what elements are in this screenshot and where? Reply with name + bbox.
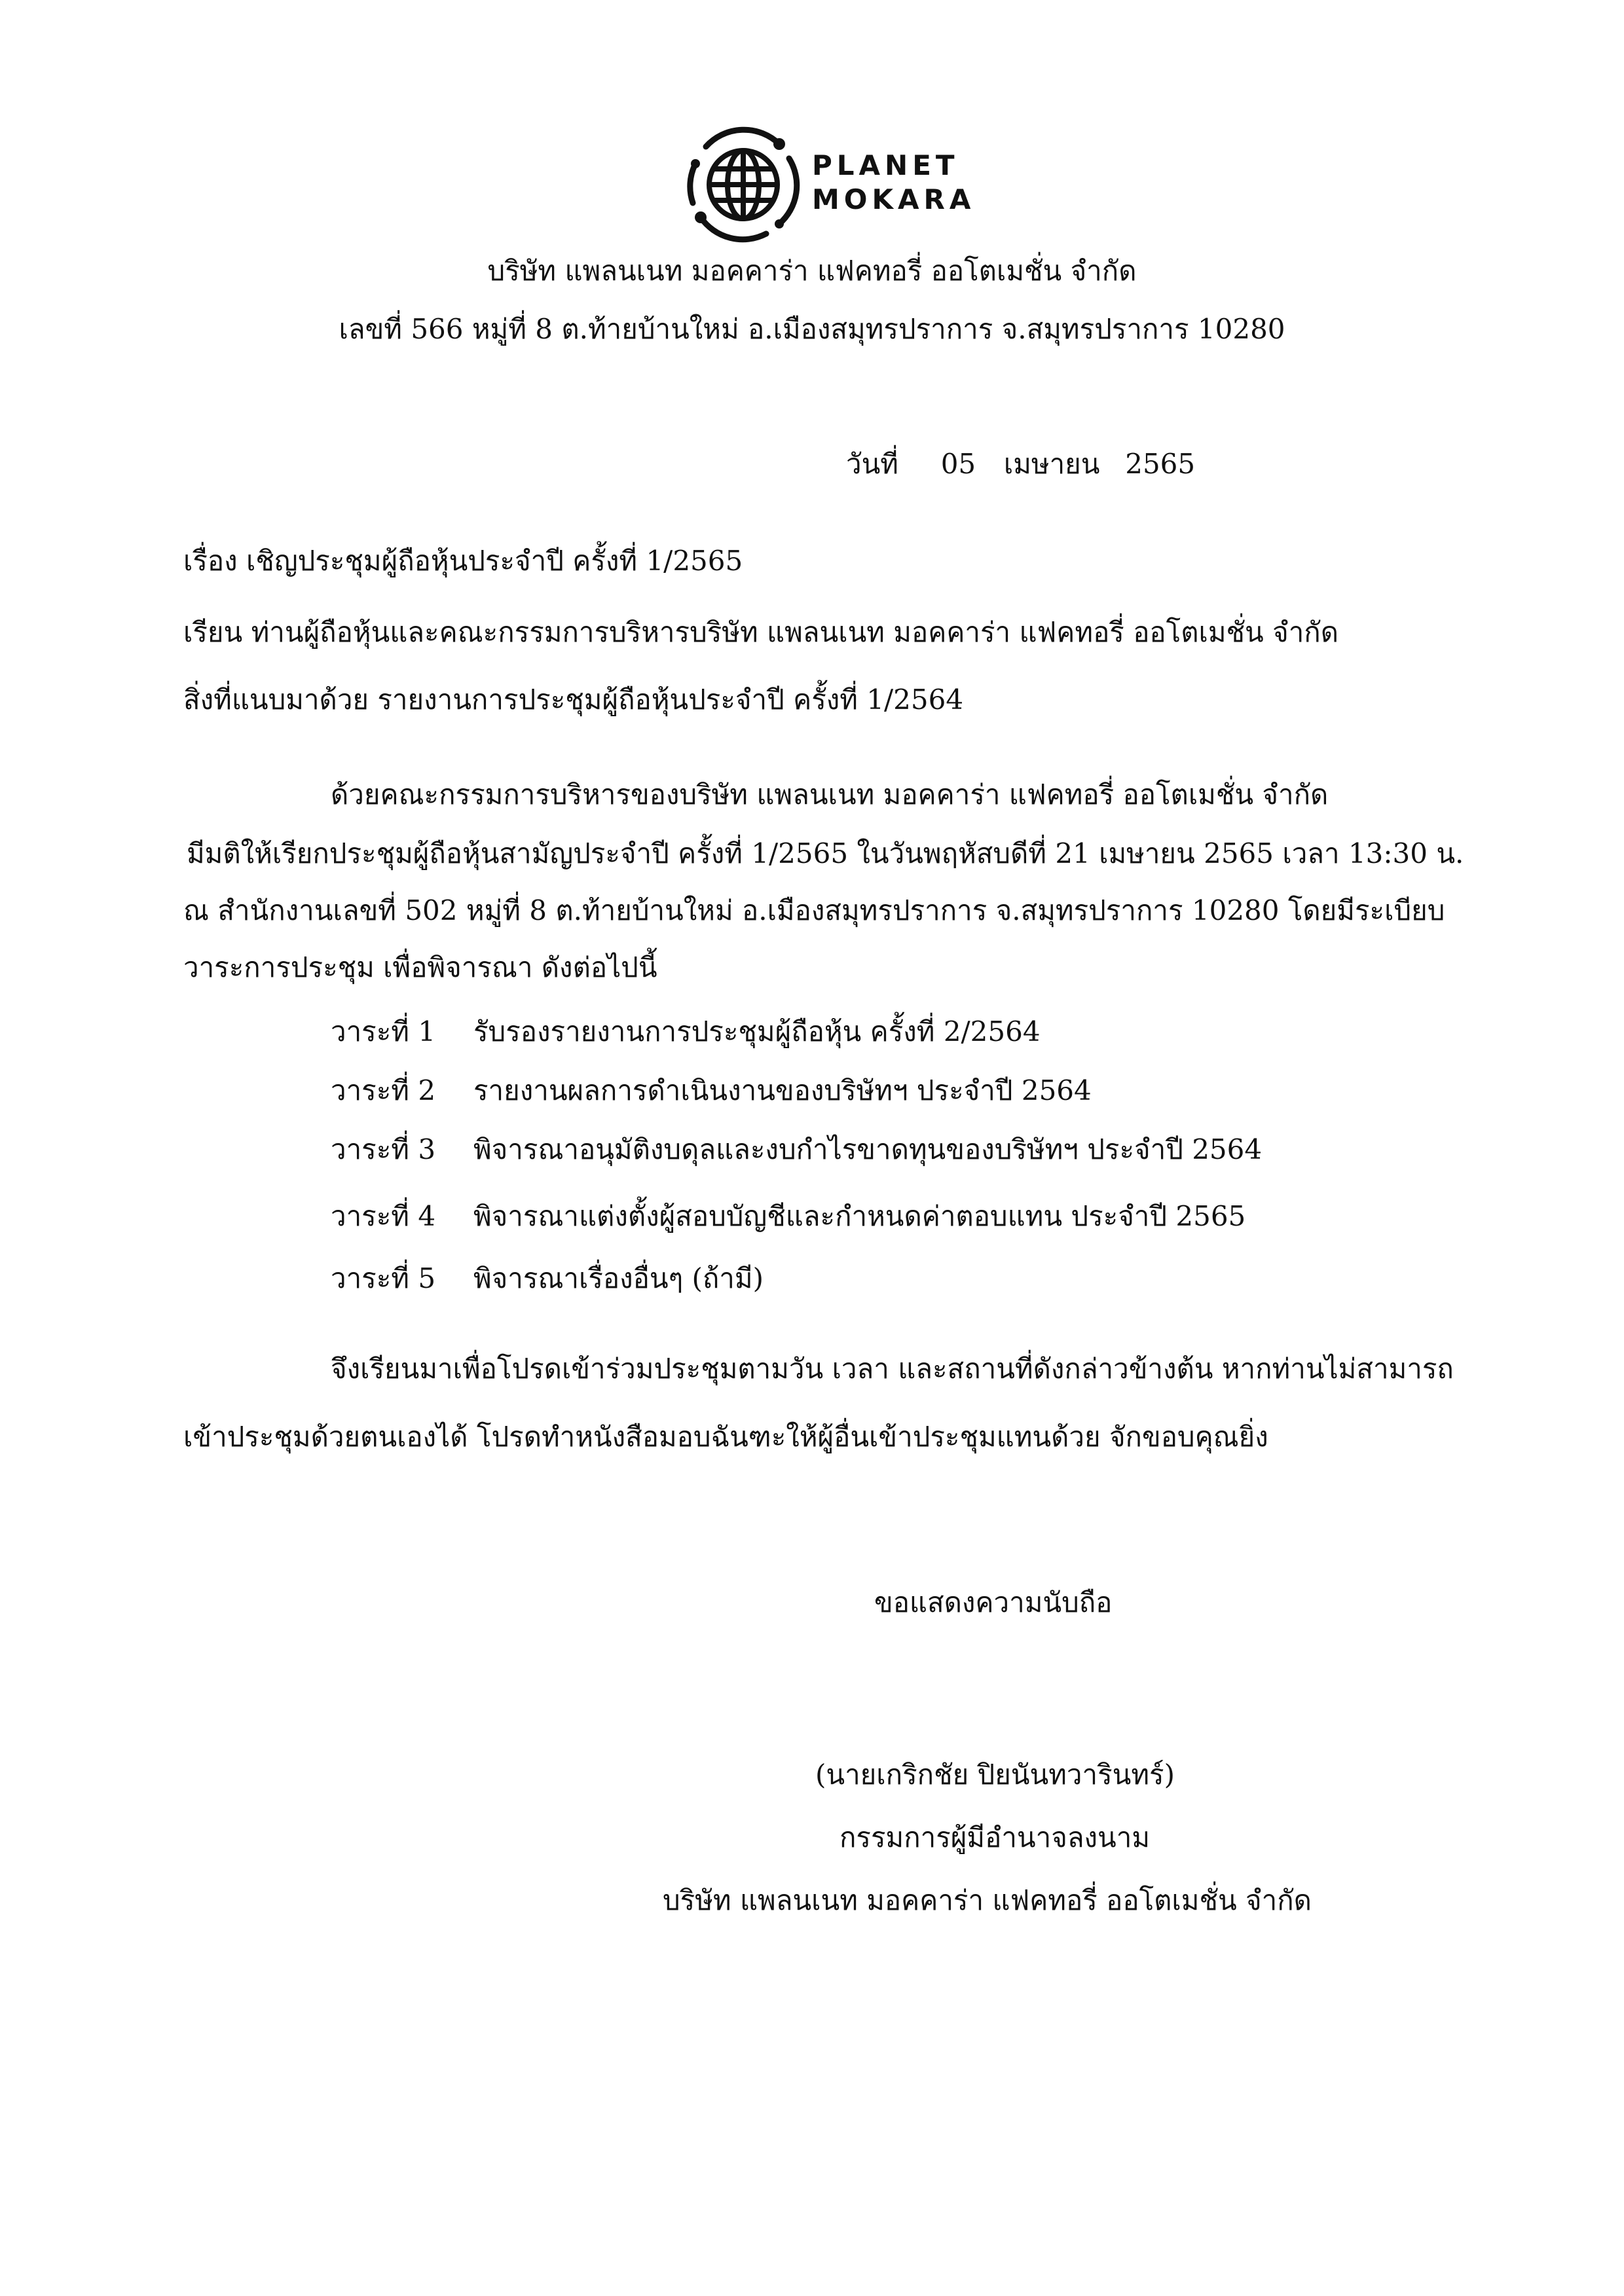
closing-line-2: เข้าประชุมด้วยตนเองได้ โปรดทำหนังสือมอบฉันฑะให้ผู้อื่นเข้าประชุมแทนด้วย จักขอบคุณยิ่ง [183, 1421, 1268, 1453]
attachment-line: สิ่งที่แนบมาด้วย รายงานการประชุมผู้ถือหุ้นประจำปี ครั้งที่ 1/2564 [183, 683, 964, 716]
signatory-name: (นายเกริกชัย ปิยนันทวารินทร์) [815, 1758, 1175, 1791]
body-line-3: ณ สำนักงานเลขที่ 502 หมู่ที่ 8 ต.ท้ายบ้านใหม่ อ.เมืองสมุทรปราการ จ.สมุทรปราการ 10280 โดยมีระเบียบ [183, 894, 1445, 926]
globe-circuit-icon [681, 119, 805, 250]
logo-text-planet: PLANET [812, 149, 959, 181]
logo-text-mokara: MOKARA [812, 183, 976, 215]
date-line [846, 450, 1195, 478]
agenda-text: รับรองรายงานการประชุมผู้ถือหุ้น ครั้งที่ 2/2564 [473, 1015, 1041, 1048]
signatory-company: บริษัท แพลนเนท มอคคาร่า แฟคทอรี่ ออโตเมชั่น จำกัด [663, 1884, 1312, 1916]
date-year: 2565 [1125, 448, 1196, 480]
date-day: 05 [940, 448, 976, 480]
subject-line: เรื่อง เชิญประชุมผู้ถือหุ้นประจำปี ครั้งที่ 1/2565 [183, 545, 743, 577]
date-month: เมษายน [1003, 448, 1100, 480]
recipient-line: เรียน ท่านผู้ถือหุ้นและคณะกรรมการบริหารบริษัท แพลนเนท มอคคาร่า แฟคทอรี่ ออโตเมชั่น จำกัด [183, 616, 1338, 648]
body-line-2: มีมติให้เรียกประชุมผู้ถือหุ้นสามัญประจำปี ครั้งที่ 1/2565 ในวันพฤหัสบดีที่ 21 เมษายน 2565 เวลา 13:30 น. [187, 837, 1464, 869]
agenda-number: วาระที่ 4 [331, 1200, 436, 1232]
agenda-number: วาระที่ 1 [331, 1015, 436, 1048]
body-line-4: วาระการประชุม เพื่อพิจารณา ดังต่อไปนี้ [183, 951, 657, 983]
agenda-text: รายงานผลการดำเนินงานของบริษัทฯ ประจำปี 2564 [473, 1074, 1092, 1106]
agenda-text: พิจารณาอนุมัติงบดุลและงบกำไรขาดทุนของบริษัทฯ ประจำปี 2564 [473, 1133, 1263, 1165]
body-line-1: ด้วยคณะกรรมการบริหารของบริษัท แพลนเนท มอคคาร่า แฟคทอรี่ ออโตเมชั่น จำกัด [331, 778, 1329, 811]
agenda-text: พิจารณาแต่งตั้งผู้สอบบัญชีและกำหนดค่าตอบแทน ประจำปี 2565 [473, 1200, 1246, 1232]
agenda-number: วาระที่ 3 [331, 1133, 436, 1165]
company-address: เลขที่ 566 หมู่ที่ 8 ต.ท้ายบ้านใหม่ อ.เมืองสมุทรปราการ จ.สมุทรปราการ 10280 [339, 313, 1285, 345]
agenda-number: วาระที่ 2 [331, 1074, 436, 1106]
agenda-number: วาระที่ 5 [331, 1262, 436, 1294]
company-logo [681, 119, 976, 250]
regards: ขอแสดงความนับถือ [874, 1586, 1113, 1618]
date-label: วันที่ [846, 448, 898, 480]
company-name-header: บริษัท แพลนเนท มอคคาร่า แฟคทอรี่ ออโตเมชั่น จำกัด [487, 255, 1137, 287]
signatory-title: กรรมการผู้มีอำนาจลงนาม [840, 1821, 1151, 1853]
closing-line-1: จึงเรียนมาเพื่อโปรดเข้าร่วมประชุมตามวัน เวลา และสถานที่ดังกล่าวข้างต้น หากท่านไม่สามารถ [331, 1353, 1454, 1385]
agenda-text: พิจารณาเรื่องอื่นๆ (ถ้ามี) [473, 1262, 764, 1294]
